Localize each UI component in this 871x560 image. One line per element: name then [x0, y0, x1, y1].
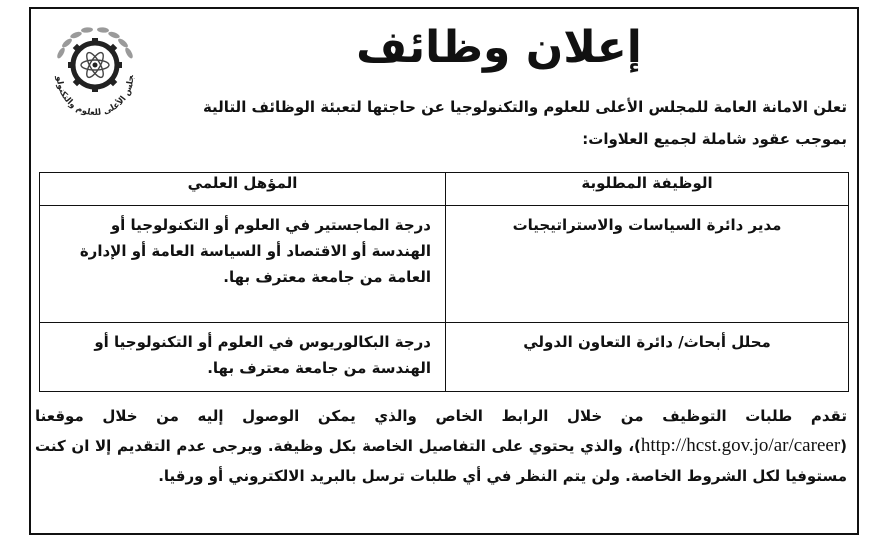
qualification-cell: درجة الماجستير في العلوم أو التكنولوجيا أو الهندسة أو الاقتصاد أو السياسة العامة أو الإدارة العامة من جامعة معترف بها. — [40, 206, 446, 323]
job-title: محلل أبحاث/ دائرة التعاون الدولي — [523, 333, 771, 351]
table-header-row — [40, 173, 849, 206]
qualification-cell: درجة البكالوريوس في العلوم أو التكنولوجيا أو الهندسة من جامعة معترف بها. — [40, 323, 446, 392]
closing-text-2: )، والذي يحتوي على التفاصيل الخاصة بكل وظيفة. ويرجى عدم التقديم إلا ان كنت مستوفيا لكل الشروط الخاصة. ولن يتم النظر في أي طلبات ترسل بالبريد الالكتروني أو ورقيا. — [35, 437, 847, 485]
page-title: إعلان وظائف — [356, 22, 642, 73]
job-cell — [446, 323, 849, 392]
table-row — [40, 206, 849, 323]
closing-paragraph — [35, 401, 847, 491]
hcst-logo — [43, 17, 147, 121]
table-row — [40, 323, 849, 392]
career-link[interactable]: http://hcst.gov.jo/ar/career — [640, 435, 841, 456]
header-qualification: المؤهل العلمي — [40, 173, 446, 206]
jobs-table — [39, 172, 849, 392]
header-job: الوظيفة المطلوبة — [446, 173, 849, 206]
job-title: مدير دائرة السياسات والاستراتيجيات — [512, 216, 782, 234]
intro-line-1: تعلن الامانة العامة للمجلس الأعلى للعلوم والتكنولوجيا عن حاجتها لتعبئة الوظائف التالية — [202, 98, 847, 116]
closing-text-1: تقدم طلبات التوظيف من خلال الرابط الخاص والذي يمكن الوصول إليه من خلال موقعنا ( — [35, 407, 847, 455]
job-advertisement — [29, 7, 859, 535]
intro-line-2: بموجب عقود شاملة لجميع العلاوات: — [582, 130, 847, 148]
job-cell — [446, 206, 849, 323]
intro-paragraph — [157, 91, 847, 155]
logo-caption: جلس الأعلى للعلوم والتكنولو — [53, 75, 137, 119]
hcst-emblem-icon — [43, 17, 147, 121]
